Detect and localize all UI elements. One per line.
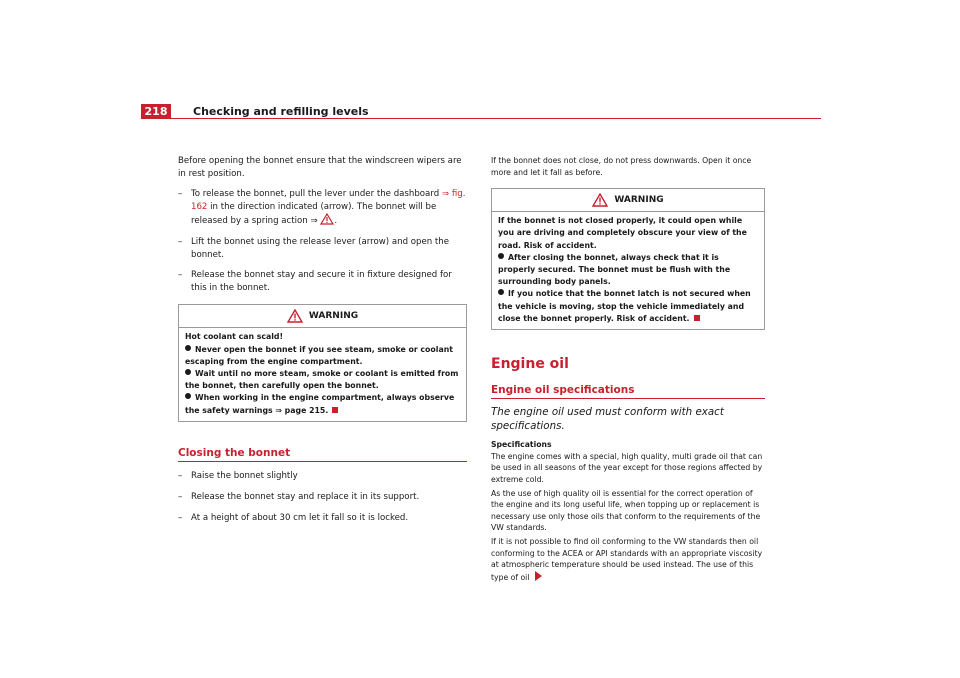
step-text: Release the bonnet stay and secure it in fixture designed for this in the bonnet. xyxy=(191,270,452,293)
section-title-oil-specs: Engine oil specifications xyxy=(491,383,635,396)
end-square-icon xyxy=(694,315,700,321)
intro-paragraph: Before opening the bonnet ensure that the windscreen wipers are in rest position. xyxy=(178,156,462,179)
warning-box-hot-coolant xyxy=(178,304,467,421)
step-dash: – xyxy=(178,270,183,281)
step-text: Raise the bonnet slightly xyxy=(191,471,298,482)
step-lift-bonnet xyxy=(178,236,467,261)
warning-header xyxy=(179,304,466,328)
step-text-end: . xyxy=(334,216,338,227)
bullet-dot-icon xyxy=(498,253,504,259)
step-text: To release the bonnet, pull the lever under the dashboard xyxy=(191,189,442,200)
step-text: Lift the bonnet using the release lever (arrow) and open the bonnet. xyxy=(191,236,450,260)
specs-paragraph: The engine comes with a special, high quality, multi grade oil that can be used in all seasons of the year except for those regions affected by extreme cold. xyxy=(491,451,763,484)
warning-title: WARNING xyxy=(308,311,359,322)
step-release-stay xyxy=(178,491,467,504)
bullet-text: When working in the engine compartment, always observe the safety warnings ⇒ page 215. xyxy=(185,393,455,415)
step-dash: – xyxy=(178,471,183,482)
warning-header xyxy=(492,188,764,212)
chapter-title: Engine oil xyxy=(491,356,569,373)
warning-lead: Hot coolant can scald! xyxy=(185,332,284,342)
running-header: Checking and refilling levels xyxy=(193,105,369,118)
bullet-text: Never open the bonnet if you see steam, smoke or coolant escaping from the engine compartment. xyxy=(185,344,453,366)
section-intro: The engine oil used must conform with exact specifications. xyxy=(491,406,724,433)
warning-lead: If the bonnet is not closed properly, it could open while you are driving and completely obscure your view of the road. Risk of accident. xyxy=(498,216,747,250)
warning-triangle-icon xyxy=(592,193,608,207)
warning-bullet xyxy=(185,368,460,392)
bullet-text: If you notice that the bonnet latch is not secured when the vehicle is moving, stop the vehicle immediately and close the bonnet properly. Risk of accident. xyxy=(498,289,751,323)
section-title-closing: Closing the bonnet xyxy=(178,446,291,459)
step-text: At a height of about 30 cm let it fall so it is locked. xyxy=(191,512,409,523)
section-rule xyxy=(178,461,467,462)
step-text: Release the bonnet stay and replace it in its support. xyxy=(191,491,420,502)
step-release-bonnet xyxy=(178,188,467,228)
warning-box-bonnet-closed xyxy=(491,188,765,330)
warning-triangle-icon xyxy=(320,213,334,225)
bullet-text: Wait until no more steam, smoke or coolant is emitted from the bonnet, then carefully open the bonnet. xyxy=(185,368,459,391)
specs-paragraph xyxy=(491,536,765,583)
warning-bullet xyxy=(498,288,758,325)
note-paragraph: If the bonnet does not close, do not press downwards. Open it once more and let it fall as before. xyxy=(491,156,752,177)
step-dash: – xyxy=(178,512,183,523)
warning-bullet xyxy=(185,392,460,416)
step-secure-stay xyxy=(178,269,467,294)
bullet-dot-icon xyxy=(185,369,191,375)
warning-triangle-icon xyxy=(287,309,303,323)
specs-heading: Specifications xyxy=(491,440,552,450)
step-dash: – xyxy=(178,236,183,247)
bullet-dot-icon xyxy=(498,289,504,295)
bullet-dot-icon xyxy=(185,345,191,351)
warning-bullet xyxy=(185,344,460,368)
left-column xyxy=(178,155,467,524)
step-let-fall xyxy=(178,512,467,525)
end-square-icon xyxy=(332,407,338,413)
figure-reference-link[interactable]: ⇒ fig. 162 xyxy=(191,189,466,212)
page-number: 218 xyxy=(141,104,171,119)
continue-arrow-icon xyxy=(535,571,542,581)
step-dash: – xyxy=(178,189,183,200)
header-rule xyxy=(141,118,821,119)
specs-paragraph: As the use of high quality oil is essential for the correct operation of the engine and its long useful life, when topping up or replacement is necessary use only those oils that conform to the requirements of the VW standards. xyxy=(491,488,761,533)
warning-title: WARNING xyxy=(614,195,664,206)
step-dash: – xyxy=(178,491,183,502)
right-column xyxy=(491,155,765,583)
section-rule xyxy=(491,398,765,399)
paragraph-text: If it is not possible to find oil conforming to the VW standards then oil conforming to the ACEA or API standards with an appropriate viscosity at atmospheric temperature should be used instead. The use of this type of oil xyxy=(491,536,763,582)
step-text-cont: in the direction indicated (arrow). The bonnet will be released by a spring action ⇒ xyxy=(191,201,437,227)
bullet-dot-icon xyxy=(185,393,191,399)
warning-bullet xyxy=(498,252,758,289)
bullet-text: After closing the bonnet, always check that it is properly secured. The bonnet must be flush with the surrounding body panels. xyxy=(498,252,731,287)
step-raise-bonnet xyxy=(178,470,467,483)
